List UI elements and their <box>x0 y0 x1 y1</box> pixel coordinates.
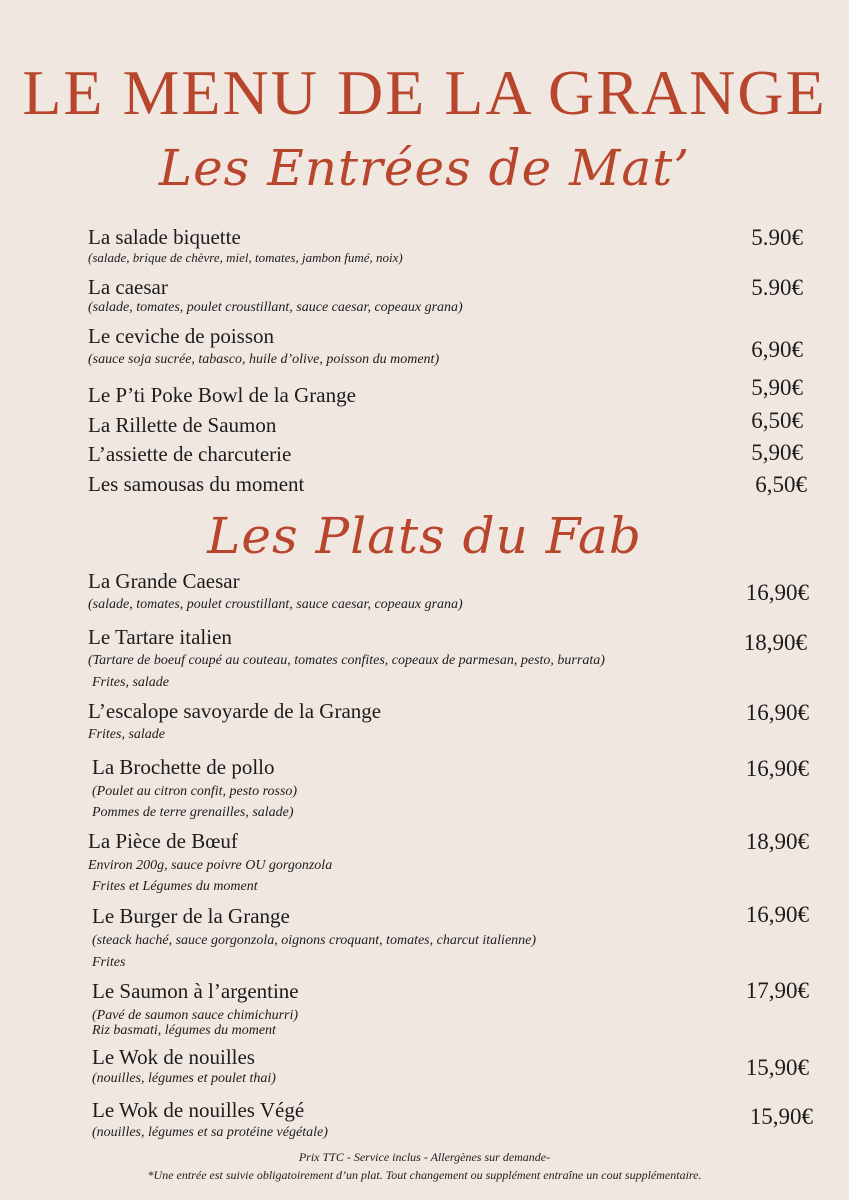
item-price: 16,90€ <box>745 902 809 927</box>
item-description: (salade, tomates, poulet croustillant, sauce caesar, copeaux grana) <box>88 300 463 315</box>
item-price: 16,90€ <box>745 580 809 605</box>
item-name: Le Burger de la Grange <box>92 904 290 928</box>
item-side: Riz basmati, légumes du moment <box>92 1023 276 1038</box>
footer-line-1: Prix TTC - Service inclus - Allergènes sur demande- <box>298 1150 551 1164</box>
item-name: L’escalope savoyarde de la Grange <box>88 699 382 723</box>
item-name: La Grande Caesar <box>88 569 240 593</box>
item-price: 16,90€ <box>745 700 809 725</box>
item-description: (Tartare de boeuf coupé au couteau, tomates confites, copeaux de parmesan, pesto, burrata) <box>88 653 605 668</box>
item-description: (nouilles, légumes et sa protéine végétale) <box>92 1125 328 1140</box>
item-name: Le Wok de nouilles <box>92 1045 255 1069</box>
item-price: 6,50€ <box>755 472 807 497</box>
item-price: 5,90€ <box>751 375 803 400</box>
item-name: La Pièce de Bœuf <box>88 829 238 853</box>
item-name: La caesar <box>88 275 168 299</box>
item-price: 18,90€ <box>745 829 809 854</box>
item-price: 15,90€ <box>749 1104 813 1129</box>
item-description: (salade, tomates, poulet croustillant, sauce caesar, copeaux grana) <box>88 597 463 612</box>
item-name: Le Wok de nouilles Végé <box>92 1098 305 1122</box>
item-description: (salade, brique de chèvre, miel, tomates, jambon fumé, noix) <box>88 250 403 265</box>
footer-line-2: *Une entrée est suivie obligatoirement d’un plat. Tout changement ou supplément entraîne un cout supplémentaire. <box>147 1168 702 1182</box>
item-name: Le Tartare italien <box>88 625 232 649</box>
item-name: L’assiette de charcuterie <box>88 442 292 466</box>
item-side: Pommes de terre grenailles, salade) <box>92 805 294 820</box>
item-side: Frites, salade <box>92 675 169 690</box>
menu-title: LE MENU DE LA GRANGE <box>22 57 827 128</box>
item-price: 17,90€ <box>745 978 809 1003</box>
item-price: 6,90€ <box>751 337 803 362</box>
item-name: La Rillette de Saumon <box>88 413 277 437</box>
item-side: Frites <box>92 955 126 970</box>
item-price: 15,90€ <box>745 1055 809 1080</box>
item-name: Le P’ti Poke Bowl de la Grange <box>88 383 356 407</box>
item-price: 16,90€ <box>745 756 809 781</box>
item-side: Frites, salade <box>88 727 165 742</box>
section-title-plats: Les Plats du Fab <box>207 507 642 565</box>
item-name: La salade biquette <box>88 225 241 249</box>
item-name: Le ceviche de poisson <box>88 324 275 348</box>
item-side: Frites et Légumes du moment <box>92 879 258 894</box>
item-description: (Pavé de saumon sauce chimichurri) <box>92 1008 299 1023</box>
section-title-entrees: Les Entrées de Mat’ <box>158 139 691 197</box>
item-description: (Poulet au citron confit, pesto rosso) <box>92 784 298 799</box>
item-name: Le Saumon à l’argentine <box>92 979 299 1003</box>
item-price: 5.90€ <box>751 225 803 250</box>
item-price: 6,50€ <box>751 408 803 433</box>
item-price: 5,90€ <box>751 440 803 465</box>
item-description: (steack haché, sauce gorgonzola, oignons croquant, tomates, charcut italienne) <box>92 933 537 948</box>
item-price: 18,90€ <box>743 630 807 655</box>
item-name: La Brochette de pollo <box>92 755 275 779</box>
item-description: (sauce soja sucrée, tabasco, huile d’olive, poisson du moment) <box>88 352 440 367</box>
item-description: (nouilles, légumes et poulet thai) <box>92 1071 276 1086</box>
item-price: 5.90€ <box>751 275 803 300</box>
item-description: Environ 200g, sauce poivre OU gorgonzola <box>88 858 333 873</box>
item-name: Les samousas du moment <box>88 472 305 496</box>
